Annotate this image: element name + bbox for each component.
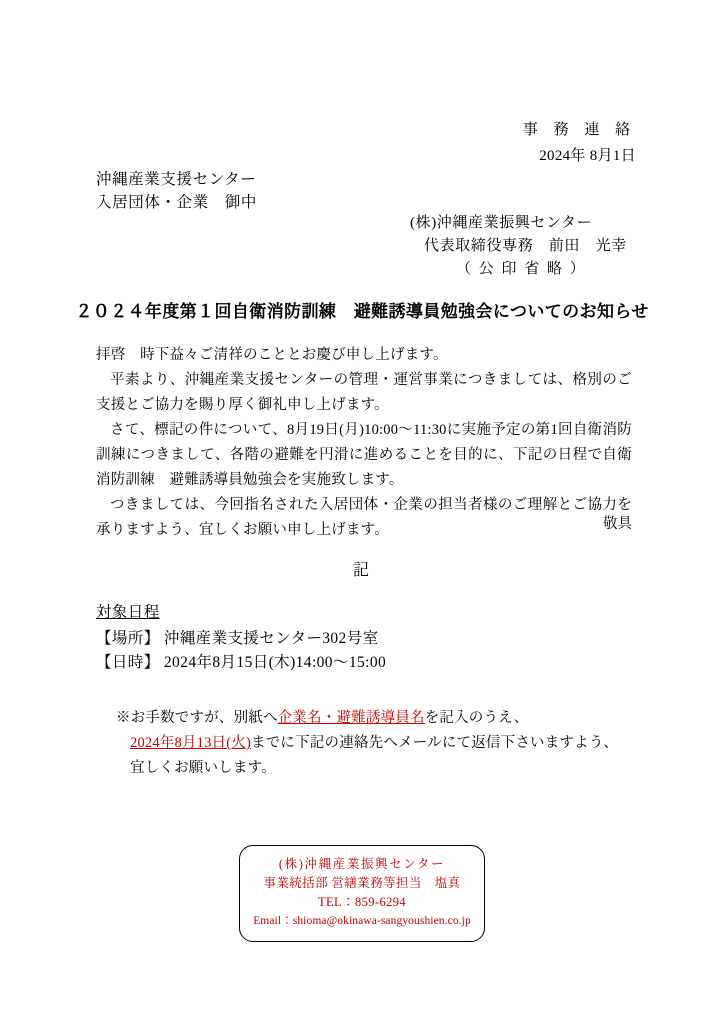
notice-line-2 [116,731,636,756]
body-paragraph-2: 平素より、沖縄産業支援センターの管理・運営事業につきましては、格別のご支援とご協力を賜り厚く御礼申し上げます。 [96,372,632,413]
ki-mark: 記 [352,562,371,579]
sender-person: 代表取締役専務 前田 光幸 [424,238,627,254]
notice-line-1-highlight: 企業名・避難誘導員名 [277,710,425,726]
contact-company: (株)沖縄産業振興センター [278,857,446,871]
document-date: 2024年 8月1日 [539,148,636,164]
notice-line-1-suffix: を記入のうえ、 [424,710,529,726]
notice-line-1 [116,706,636,731]
notice-line-3: 宜しくお願いします。 [130,760,276,776]
document-title: ２０２４年度第１回自衛消防訓練 避難誘導員勉強会についてのお知らせ [75,302,649,321]
body-paragraph-4: つきましては、今回指名された入居団体・企業の担当者様のご理解とご協力を承りますよう、宜しくお願い申し上げます。 [96,497,632,538]
sender-seal-note: （ 公 印 省 略 ） [456,261,587,277]
notice-line-1-prefix: ※お手数ですが、別紙へ [116,710,278,726]
addressee-organization: 沖縄産業支援センター [96,171,257,188]
contact-phone: TEL：859-6294 [317,895,407,909]
section-heading-target-schedule: 対象日程 [96,604,160,621]
notice-line-2-suffix: までに下記の連絡先へメールにて返信下さいますよう、 [251,735,619,751]
contact-box [239,845,485,942]
body-paragraph-1: 拝啓 時下益々ご清祥のこととお慶び申し上げます。 [96,347,448,363]
document-kind-label: 事 務 連 絡 [522,122,636,138]
contact-department: 事業統括部 営繕業務等担当 塩真 [263,876,461,890]
contact-email: Email：shioma@okinawa-sangyoushien.co.jp [253,915,471,927]
notice-block [116,706,636,781]
notice-deadline-date: 2024年8月13日(火) [130,735,252,751]
addressee-recipient: 入居団体・企業 御中 [96,194,258,211]
body-paragraph-3: さて、標記の件について、8月19日(月)10:00～11:30に実施予定の第1回自衛消防訓練につきまして、各階の避難を円滑に進めることを目的に、下記の日程で自衛消防訓練 避難誘導員勉強会を実施致します。 [96,422,632,488]
closing-word: 敬具 [603,516,632,532]
detail-place: 【場所】 沖縄産業支援センター302号室 [96,630,379,647]
sender-company: (株)沖縄産業振興センター [410,215,593,231]
detail-datetime: 【日時】 2024年8月15日(木)14:00～15:00 [96,654,387,671]
